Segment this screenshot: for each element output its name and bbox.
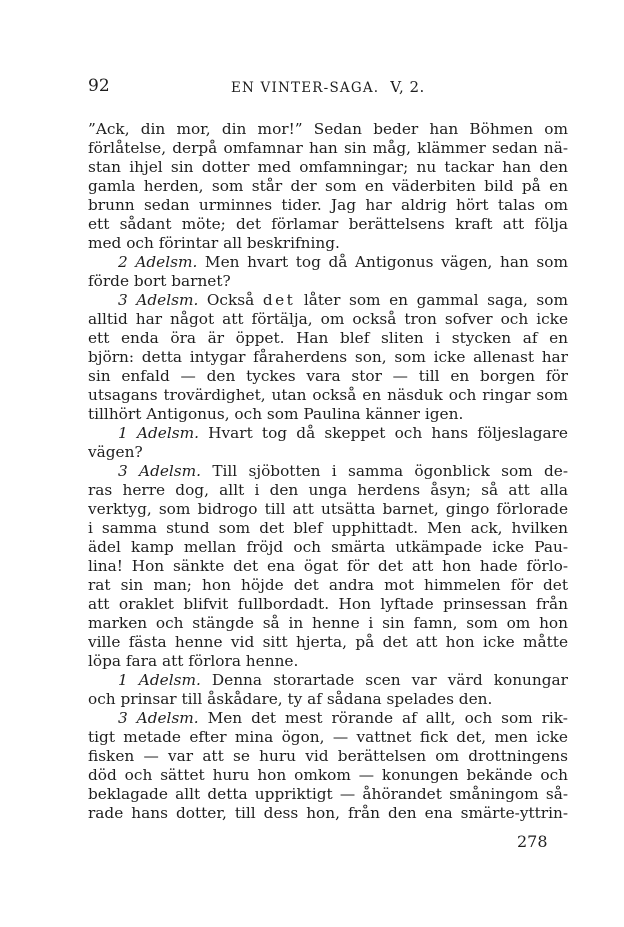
text-line: förde bort barnet?: [88, 272, 231, 290]
page-number: 92: [88, 76, 110, 96]
text-line: marken och stängde så in henne i sin famn, som om hon: [88, 614, 568, 632]
text-line: brunn sedan urminnes tider. Jag har aldrig hört talas om: [88, 196, 568, 214]
text-line: gamla herden, som står der som en väderbiten bild på en: [88, 177, 568, 195]
text-line: ras herre dog, allt i den unga herdens åsyn; så att alla: [88, 481, 568, 499]
text-line: ädel kamp mellan fröjd och smärta utkämpade icke Pau-: [88, 538, 568, 556]
text-line-speaker: 3 Adelsm. Till sjöbotten i samma ögonblick som de-: [118, 462, 568, 480]
running-head-title: EN VINTER-SAGA.: [231, 80, 380, 96]
text-line: med och förintar all beskrifning.: [88, 234, 340, 252]
text-line: och prinsar till åskådare, ty af sådana spelades den.: [88, 690, 493, 708]
emphasis-spaced: det: [262, 291, 296, 309]
running-head: [231, 78, 425, 96]
text-line: att oraklet blifvit fullbordadt. Hon lyftade prinsessan från: [88, 595, 568, 613]
speaker-label: 3 Adelsm.: [118, 462, 202, 480]
speaker-label: 3 Adelsm.: [118, 291, 199, 309]
text-line: ”Ack, din mor, din mor!” Sedan beder han Böhmen om: [88, 120, 568, 138]
text-line: rat sin man; hon höjde det andra mot himmelen för det: [88, 576, 568, 594]
speaker-label: 1 Adelsm.: [118, 424, 199, 442]
text-line-speaker: 1 Adelsm. Denna storartade scen var värd konungar: [118, 671, 568, 689]
signature-mark: 278: [517, 832, 548, 851]
text-line: vägen?: [88, 443, 143, 461]
speaker-label: 2 Adelsm.: [118, 253, 198, 271]
text-line: tigt metade efter mina ögon, — vattnet fick det, men icke: [88, 728, 568, 746]
running-head-act-scene: V, 2.: [390, 78, 425, 96]
text-line: löpa fara att förlora henne.: [88, 652, 299, 670]
text-line: i samma stund som det blef upphittadt. Men ack, hvilken: [88, 519, 568, 537]
text-line-speaker: 2 Adelsm. Men hvart tog då Antigonus vägen, han som: [118, 253, 568, 271]
text-line: ett enda öra är öppet. Han blef sliten i stycken af en: [88, 329, 568, 347]
speaker-label: 1 Adelsm.: [118, 671, 201, 689]
text-line-speaker: 3 Adelsm. Men det mest rörande af allt, och som rik-: [118, 709, 568, 727]
body-text: [88, 120, 568, 823]
text-line-speaker: 3 Adelsm. Också det låter som en gammal saga, som: [118, 291, 568, 309]
text-line: björn: detta intygar fåraherdens son, som icke allenast har: [88, 348, 568, 366]
text-line: ett sådant möte; det förlamar berättelsens kraft att följa: [88, 215, 568, 233]
text-line: verktyg, som bidrogo till att utsätta barnet, gingo förlorade: [88, 500, 568, 518]
text-line: förlåtelse, derpå omfamnar han sin måg, klämmer sedan nä-: [88, 139, 568, 157]
text-line: alltid har något att förtälja, om också tron sofver och icke: [88, 310, 568, 328]
text-line: ville fästa henne vid sitt hjerta, på det att hon icke måtte: [88, 633, 568, 651]
text-line: fisken — var att se huru vid berättelsen om drottningens: [88, 747, 568, 765]
text-line: död och sättet huru hon omkom — konungen bekände och: [88, 766, 568, 784]
text-line: sin enfald — den tyckes vara stor — till en borgen för: [88, 367, 568, 385]
text-line: rade hans dotter, till dess hon, från den ena smärte-yttrin-: [88, 804, 568, 822]
text-line: utsagans trovärdighet, utan också en näsduk och ringar som: [88, 386, 568, 404]
text-line: beklagade allt detta uppriktigt — åhörandet småningom så-: [88, 785, 568, 803]
text-line: stan ihjel sin dotter med omfamningar; nu tackar han den: [88, 158, 568, 176]
text-line-speaker: 1 Adelsm. Hvart tog då skeppet och hans följeslagare: [118, 424, 568, 442]
page-header: [88, 76, 568, 100]
speaker-label: 3 Adelsm.: [118, 709, 199, 727]
text-line: tillhört Antigonus, och som Paulina känner igen.: [88, 405, 464, 423]
text-line: lina! Hon sänkte det ena ögat för det att hon hade förlo-: [88, 557, 568, 575]
